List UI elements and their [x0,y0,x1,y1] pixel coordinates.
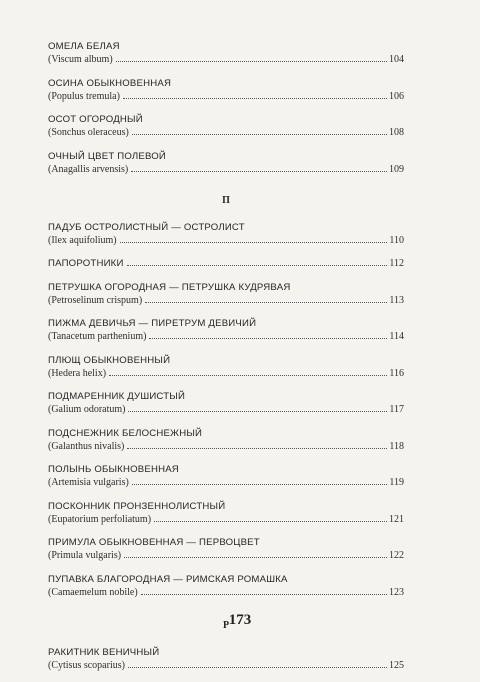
entry-latin-name: (Cytisus scoparius) [48,659,125,671]
entry-line [48,549,404,562]
entry-page-number: 113 [389,294,404,306]
toc-entry [48,150,404,176]
entry-page-number: 108 [389,127,404,138]
toc-group-r [48,646,404,672]
entry-latin-name: (Primula vulgaris) [48,550,122,561]
entry-line [48,513,404,526]
toc-entry [48,646,404,672]
leader-dots [109,375,387,376]
entry-page-number: 122 [389,550,404,561]
entry-latin-name: (Ilex aquifolium) [48,234,117,246]
toc-entry [48,281,404,307]
leader-dots [149,338,387,339]
toc-entry [48,113,404,139]
entry-page-number: 106 [389,90,404,102]
entry-title: ОСОТ ОГОРОДНЫЙ [48,114,143,125]
entry-title: ПЛЮЩ ОБЫКНОВЕННЫЙ [48,354,171,366]
entry-page-number: 109 [389,163,404,175]
entry-line [48,163,404,176]
entry-line [48,234,404,247]
entry-title: ПАДУБ ОСТРОЛИСТНЫЙ — ОСТРОЛИСТ [48,221,245,233]
toc-entry [48,573,404,599]
leader-dots [127,265,388,266]
entry-line [48,126,404,139]
leader-dots [141,594,387,595]
entry-page-number: 110 [389,234,404,246]
entry-title: ПОЛЫНЬ ОБЫКНОВЕННАЯ [48,464,179,475]
entry-line [48,294,404,307]
entry-line [48,90,404,103]
section-letter-r: Р [222,619,230,631]
entry-line [48,586,404,599]
leader-dots [145,302,387,303]
leader-dots [127,448,387,449]
entry-page-number: 121 [389,513,404,525]
toc-entry [48,77,404,103]
leader-dots [128,411,387,412]
entry-latin-name: (Petroselinum crispum) [48,294,143,306]
leader-dots [154,521,387,522]
toc-entry [48,463,404,489]
entry-latin-name: (Artemisia vulgaris) [48,477,129,488]
toc-group-p [48,221,404,599]
entry-title: РАКИТНИК ВЕНИЧНЫЙ [48,646,160,658]
entry-page-number: 125 [389,659,404,671]
entry-title: ПУПАВКА БЛАГОРОДНАЯ — РИМСКАЯ РОМАШКА [48,573,288,585]
entry-line [48,659,404,672]
table-of-contents [48,40,404,682]
entry-latin-name: (Hedera helix) [48,367,107,379]
toc-entry [48,40,404,66]
toc-entry [48,500,404,526]
entry-title: ПОСКОННИК ПРОНЗЕННОЛИСТНЫЙ [48,500,226,512]
leader-dots [132,484,388,485]
entry-page-number: 114 [389,331,404,342]
entry-latin-name: (Galanthus nivalis) [48,440,125,452]
entry-page-number: 118 [389,440,404,452]
entry-line [48,403,404,416]
entry-latin-name: (Camaemelum nobile) [48,586,138,598]
entry-line [48,476,404,489]
leader-dots [123,98,387,99]
toc-entry [48,257,404,270]
entry-line [48,367,404,380]
leader-dots [116,61,387,62]
entry-latin-name: (Populus tremula) [48,90,120,102]
entry-page-number: 117 [389,404,404,415]
entry-title: ОЧНЫЙ ЦВЕТ ПОЛЕВОЙ [48,150,167,162]
entry-latin-name: (Galium odoratum) [48,404,126,415]
toc-entry [48,221,404,247]
entry-latin-name: (Eupatorium perfoliatum) [48,513,152,525]
leader-dots [124,557,387,558]
page-number: 173 [228,612,252,628]
entry-title: ПИЖМА ДЕВИЧЬЯ — ПИРЕТРУМ ДЕВИЧИЙ [48,318,257,329]
entry-line [48,257,404,270]
leader-dots [120,242,388,243]
entry-title: ОМЕЛА БЕЛАЯ [48,41,120,52]
entry-page-number: 123 [389,586,404,598]
entry-page-number: 116 [389,367,404,379]
leader-dots [131,171,387,172]
entry-latin-name: (Viscum album) [48,54,113,65]
entry-page-number: 119 [389,477,404,488]
toc-entry [48,536,404,562]
entry-line [48,53,404,66]
entry-title: ПОДМАРЕННИК ДУШИСТЫЙ [48,391,186,402]
entry-page-number: 104 [389,54,404,65]
toc-entry [48,427,404,453]
toc-group-o [48,40,404,176]
entry-title: ПАПОРОТНИКИ [48,258,124,269]
entry-line [48,440,404,453]
section-letter-p: П [222,194,230,206]
toc-entry [48,354,404,380]
entry-latin-name: (Tanacetum parthenium) [48,331,147,342]
leader-dots [132,134,387,135]
entry-title: ОСИНА ОБЫКНОВЕННАЯ [48,77,172,89]
entry-latin-name: (Anagallis arvensis) [48,163,129,175]
entry-line [48,330,404,343]
toc-entry [48,390,404,416]
entry-latin-name: (Sonchus oleraceus) [48,127,129,138]
leader-dots [128,667,387,668]
entry-title: ПЕТРУШКА ОГОРОДНАЯ — ПЕТРУШКА КУДРЯВАЯ [48,281,291,293]
entry-title: ПРИМУЛА ОБЫКНОВЕННАЯ — ПЕРВОЦВЕТ [48,537,260,548]
entry-title: ПОДСНЕЖНИК БЕЛОСНЕЖНЫЙ [48,427,203,439]
toc-entry [48,317,404,343]
entry-page-number: 112 [389,258,404,269]
